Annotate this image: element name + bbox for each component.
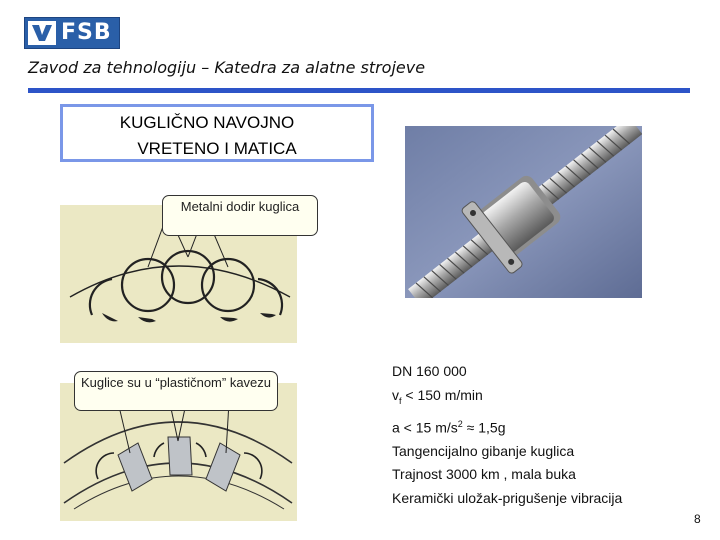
slide-title [60, 104, 374, 162]
fsb-emblem-icon [28, 21, 56, 45]
department-title: Zavod za tehnologiju – Katedra za alatne strojeve [28, 58, 426, 77]
page-number: 8 [694, 512, 701, 526]
spec-dn: DN 160 000 [392, 363, 467, 379]
contact-callout: Metalni dodir kuglica [162, 195, 318, 236]
spec-acceleration: a < 15 $m/s^2 \approx 1,5g$ [392, 418, 506, 436]
logo-text: FSB [61, 20, 112, 45]
spec-tangential: Tangencijalno gibanje kuglica [392, 442, 575, 459]
fsb-logo [24, 17, 120, 49]
title-line-2: VRETENO I MATICA [137, 139, 297, 158]
header-divider [28, 88, 690, 93]
title-line-1: KUGLIČNO NAVOJNO [119, 113, 295, 132]
specs-list [392, 360, 622, 510]
spec-ceramic: Keramički uložak-prigušenje vibracija [392, 489, 623, 506]
cage-callout: Kuglice su u “plastičnom” kavezu [74, 371, 278, 411]
ball-screw-photo [405, 126, 642, 298]
spec-feed-rate: $v_f < 150$ m/min [392, 386, 483, 406]
spec-durability: Trajnost 3000 km , mala buka [392, 466, 576, 483]
